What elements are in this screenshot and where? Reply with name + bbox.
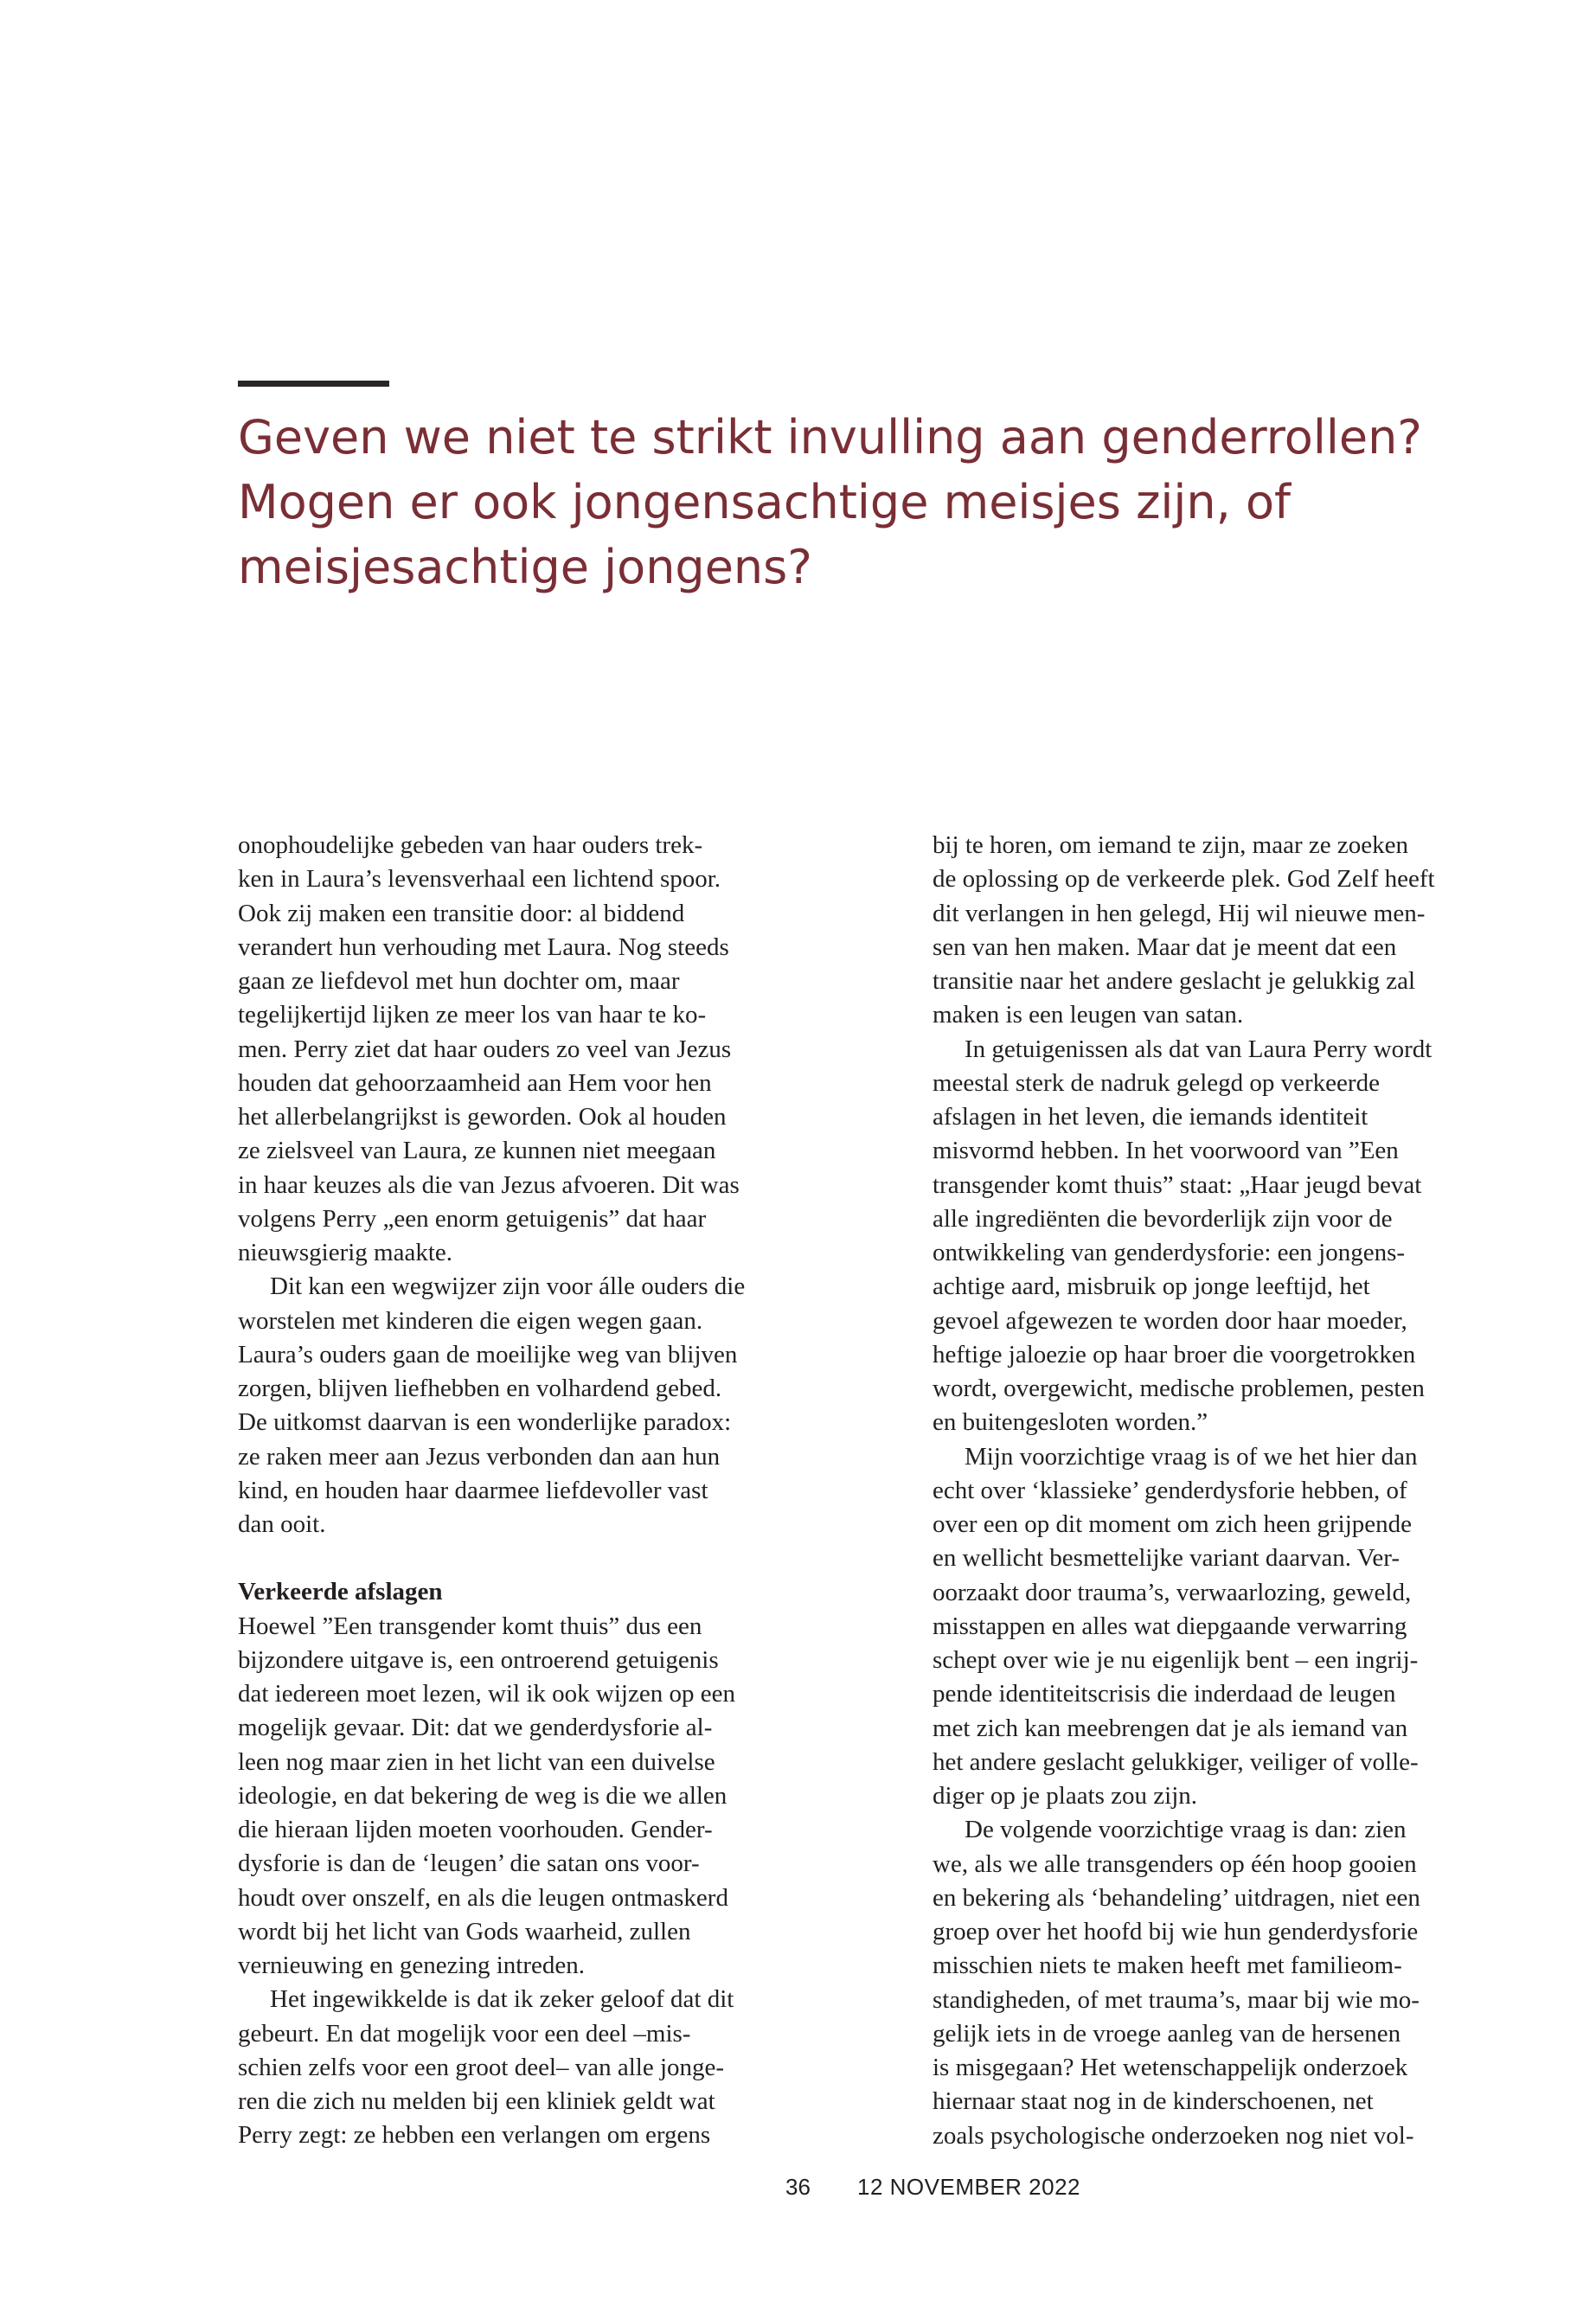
text-line: echt over ‘klassieke’ genderdysforie hebben, of bbox=[933, 1476, 1407, 1504]
page-number: 36 bbox=[785, 2174, 811, 2200]
text-line: ren die zich nu melden bij een kliniek geldt wat bbox=[238, 2087, 715, 2115]
paragraph bbox=[238, 829, 792, 1270]
text-line: transgender komt thuis” staat: „Haar jeugd bevat bbox=[933, 1170, 1422, 1199]
text-line: mogelijk gevaar. Dit: dat we genderdysforie al- bbox=[238, 1714, 713, 1742]
text-line: Laura’s ouders gaan de moeilijke weg van blijven bbox=[238, 1340, 738, 1368]
pull-quote-line: Geven we niet te strikt invulling aan genderrollen? bbox=[238, 410, 1422, 465]
text-line: zoals psychologische onderzoeken nog niet vol- bbox=[933, 2121, 1414, 2150]
paragraph bbox=[933, 1440, 1495, 1814]
text-line: gevoel afgewezen te worden door haar moeder, bbox=[933, 1306, 1407, 1335]
pull-quote bbox=[238, 405, 1449, 599]
text-line: ze zielsveel van Laura, ze kunnen niet meegaan bbox=[238, 1137, 716, 1165]
text-line: ideologie, en dat bekering de weg is die we allen bbox=[238, 1781, 727, 1810]
pull-quote-line: Mogen er ook jongensachtige meisjes zijn, of bbox=[238, 475, 1292, 529]
text-line: dat iedereen moet lezen, wil ik ook wijzen op een bbox=[238, 1680, 735, 1708]
text-line: het allerbelangrijkst is geworden. Ook al houden bbox=[238, 1103, 727, 1131]
text-line: misstappen en alles wat diepgaande verwarring bbox=[933, 1612, 1407, 1640]
text-line: maken is een leugen van satan. bbox=[933, 1001, 1244, 1029]
text-line: diger op je plaats zou zijn. bbox=[933, 1782, 1198, 1810]
text-line: leen nog maar zien in het licht van een duivelse bbox=[238, 1747, 715, 1776]
text-line: Perry zegt: ze hebben een verlangen om ergens bbox=[238, 2121, 711, 2150]
text-line: in haar keuzes als die van Jezus afvoeren. Dit was bbox=[238, 1170, 740, 1199]
text-line: groep over het hoofd bij wie hun genderdysforie bbox=[933, 1918, 1419, 1945]
text-line: Ook zij maken een transitie door: al biddend bbox=[238, 899, 685, 927]
section-subheading: Verkeerde afslagen bbox=[238, 1578, 443, 1606]
paragraph bbox=[238, 1983, 792, 2152]
text-line: gebeurt. En dat mogelijk voor een deel –mis- bbox=[238, 2019, 691, 2048]
text-line: schept over wie je nu eigenlijk bent – een ingrij- bbox=[933, 1646, 1419, 1674]
text-line: ken in Laura’s levensverhaal een lichtend spoor. bbox=[238, 865, 721, 894]
paragraph bbox=[933, 829, 1495, 1033]
text-line: wordt, overgewicht, medische problemen, pesten bbox=[933, 1375, 1425, 1402]
text-line: ze raken meer aan Jezus verbonden dan aan hun bbox=[238, 1442, 721, 1471]
text-line: pende identiteitscrisis die inderdaad de leugen bbox=[933, 1680, 1396, 1708]
issue-date: 12 NOVEMBER 2022 bbox=[857, 2174, 1081, 2200]
text-line: volgens Perry „een enorm getuigenis” dat haar bbox=[238, 1204, 707, 1233]
text-line: misschien niets te maken heeft met familieom- bbox=[933, 1952, 1402, 1980]
text-line: wordt bij het licht van Gods waarheid, zullen bbox=[238, 1917, 691, 1945]
text-line: ontwikkeling van genderdysforie: een jongens- bbox=[933, 1239, 1406, 1266]
text-line: die hieraan lijden moeten voorhouden. Gender- bbox=[238, 1816, 713, 1843]
text-line: standigheden, of met trauma’s, maar bij wie mo- bbox=[933, 1985, 1420, 2014]
text-line: worstelen met kinderen die eigen wegen gaan. bbox=[238, 1306, 703, 1335]
text-line: De volgende voorzichtige vraag is dan: zien bbox=[965, 1816, 1407, 1844]
text-line: alle ingrediënten die bevorderlijk zijn voor de bbox=[933, 1204, 1393, 1233]
paragraph bbox=[933, 1033, 1495, 1440]
paragraph bbox=[933, 1813, 1495, 2153]
text-line: dit verlangen in hen gelegd, Hij wil nieuwe men- bbox=[933, 899, 1426, 927]
text-line: kind, en houden haar daarmee liefdevoller vast bbox=[238, 1476, 708, 1504]
text-line: men. Perry ziet dat haar ouders zo veel van Jezus bbox=[238, 1035, 732, 1063]
text-line: Mijn voorzichtige vraag is of we het hier dan bbox=[965, 1442, 1418, 1471]
text-line: achtige aard, misbruik op jonge leeftijd, het bbox=[933, 1272, 1370, 1301]
text-line: heftige jaloezie op haar broer die voorgetrokken bbox=[933, 1340, 1416, 1368]
text-line: oorzaakt door trauma’s, verwaarlozing, geweld, bbox=[933, 1578, 1412, 1606]
text-line: is misgegaan? Het wetenschappelijk onderzoek bbox=[933, 2054, 1408, 2081]
text-line: gelijk iets in de vroege aanleg van de hersenen bbox=[933, 2019, 1401, 2048]
text-line: schien zelfs voor een groot deel– van alle jonge- bbox=[238, 2053, 725, 2081]
paragraph bbox=[238, 1270, 792, 1541]
text-line: vernieuwing en genezing intreden. bbox=[238, 1952, 586, 1979]
text-line: zorgen, blijven liefhebben en volhardend gebed. bbox=[238, 1375, 722, 1402]
text-line: onophoudelijke gebeden van haar ouders trek- bbox=[238, 831, 703, 859]
text-line: bij te horen, om iemand te zijn, maar ze zoeken bbox=[933, 831, 1408, 859]
text-line: en buitengesloten worden.” bbox=[933, 1408, 1208, 1437]
text-line: over een op dit moment om zich heen grijpende bbox=[933, 1510, 1413, 1538]
decorative-rule bbox=[238, 381, 389, 387]
text-line: de oplossing op de verkeerde plek. God Zelf heeft bbox=[933, 865, 1435, 894]
text-line: we, als we alle transgenders op één hoop gooien bbox=[933, 1849, 1417, 1878]
text-line: en wellicht besmettelijke variant daarvan. Ver- bbox=[933, 1544, 1400, 1573]
text-line: meestal sterk de nadruk gelegd op verkeerde bbox=[933, 1068, 1380, 1097]
right-column bbox=[933, 829, 1495, 2153]
text-line: De uitkomst daarvan is een wonderlijke paradox: bbox=[238, 1408, 732, 1437]
text-line: nieuwsgierig maakte. bbox=[238, 1239, 453, 1266]
text-line: dan ooit. bbox=[238, 1510, 326, 1538]
text-line: gaan ze liefdevol met hun dochter om, maar bbox=[238, 967, 680, 995]
text-line: In getuigenissen als dat van Laura Perry wordt bbox=[965, 1035, 1433, 1063]
text-line: houdt over onszelf, en als die leugen ontmaskerd bbox=[238, 1883, 728, 1912]
text-line: bijzondere uitgave is, een ontroerend getuigenis bbox=[238, 1645, 719, 1674]
paragraph bbox=[238, 1610, 792, 1984]
text-line: met zich kan meebrengen dat je als iemand van bbox=[933, 1714, 1408, 1742]
text-line: Hoewel ”Een transgender komt thuis” dus een bbox=[238, 1612, 702, 1640]
text-line: verandert hun verhouding met Laura. Nog steeds bbox=[238, 933, 729, 961]
text-line: en bekering als ‘behandeling’ uitdragen, niet een bbox=[933, 1883, 1420, 1912]
text-line: misvormd hebben. In het voorwoord van ”Een bbox=[933, 1137, 1399, 1165]
text-line: tegelijkertijd lijken ze meer los van haar te ko- bbox=[238, 1001, 707, 1029]
text-line: houden dat gehoorzaamheid aan Hem voor hen bbox=[238, 1068, 712, 1097]
text-line: het andere geslacht gelukkiger, veiliger of volle- bbox=[933, 1747, 1419, 1776]
text-line: afslagen in het leven, die iemands identiteit bbox=[933, 1103, 1368, 1131]
text-line: sen van hen maken. Maar dat je meent dat een bbox=[933, 933, 1397, 961]
left-column bbox=[238, 829, 792, 2153]
text-line: hiernaar staat nog in de kinderschoenen, net bbox=[933, 2087, 1374, 2116]
text-line: dysforie is dan de ‘leugen’ die satan ons voor- bbox=[238, 1849, 700, 1878]
text-line: transitie naar het andere geslacht je gelukkig zal bbox=[933, 967, 1415, 995]
pull-quote-line: meisjesachtige jongens? bbox=[238, 540, 812, 594]
text-line: Dit kan een wegwijzer zijn voor álle ouders die bbox=[270, 1272, 746, 1301]
text-line: Het ingewikkelde is dat ik zeker geloof dat dit bbox=[270, 1985, 734, 2014]
